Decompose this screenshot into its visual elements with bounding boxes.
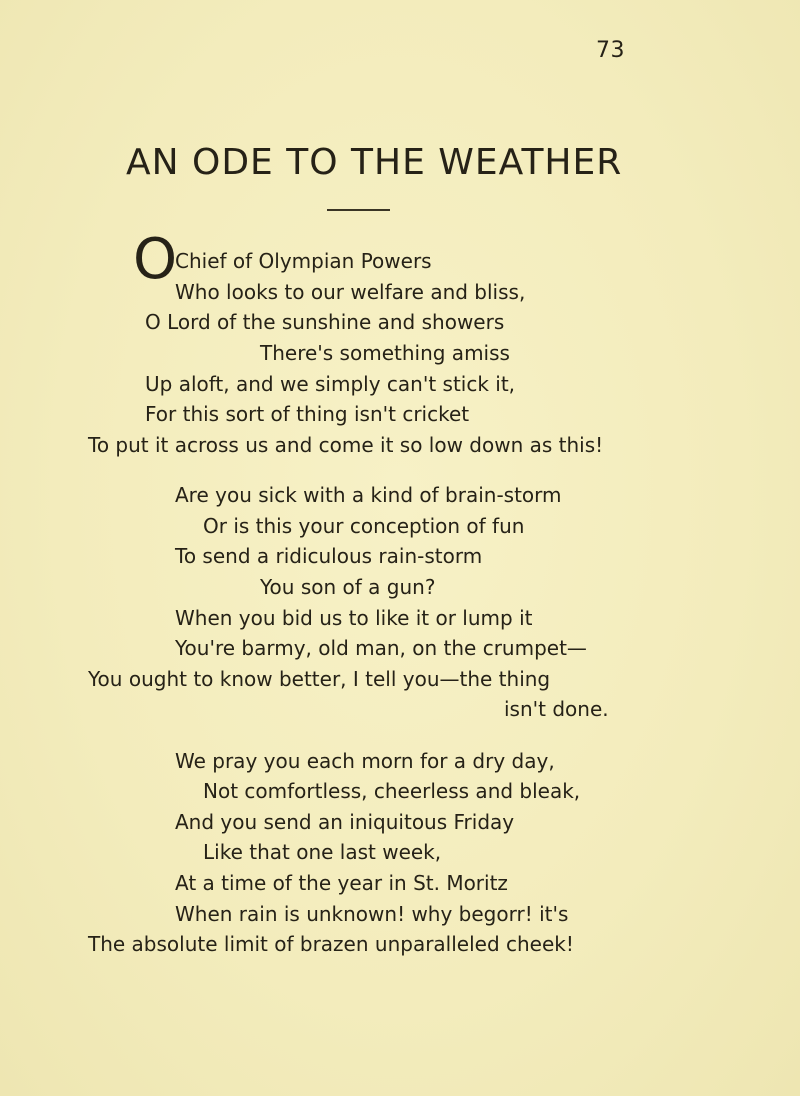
drop-cap: O (133, 227, 178, 292)
poem-line: Not comfortless, cheerless and bleak, (203, 779, 581, 803)
poem-line: Are you sick with a kind of brain-storm (175, 483, 562, 507)
poem-line: The absolute limit of brazen unparalleled cheek! (88, 932, 574, 956)
poem-line: At a time of the year in St. Moritz (175, 871, 508, 895)
poem-line: You're barmy, old man, on the crumpet— (175, 636, 587, 660)
title-divider (327, 209, 390, 211)
page-number: 73 (596, 38, 625, 63)
poem-line: Who looks to our welfare and bliss, (175, 280, 526, 304)
poem-line: You ought to know better, I tell you—the thing (88, 667, 551, 691)
poem-line: Like that one last week, (203, 840, 442, 864)
poem-line: For this sort of thing isn't cricket (145, 402, 470, 426)
poem-line: When rain is unknown! why begorr! it's (175, 902, 569, 926)
poem-line: Or is this your conception of fun (203, 514, 525, 538)
poem-line: Up aloft, and we simply can't stick it, (145, 372, 516, 396)
poem-line: Chief of Olympian Powers (175, 249, 432, 273)
poem-title: AN ODE TO THE WEATHER (126, 142, 623, 183)
poem-line: You son of a gun? (260, 575, 436, 599)
poem-line: We pray you each morn for a dry day, (175, 749, 555, 773)
poem-line: To send a ridiculous rain-storm (175, 544, 483, 568)
poem-line: And you send an iniquitous Friday (175, 810, 515, 834)
poem-line: When you bid us to like it or lump it (175, 606, 533, 630)
poem-line: To put it across us and come it so low down as this! (88, 433, 604, 457)
poem-line: isn't done. (504, 697, 609, 721)
poem-line: O Lord of the sunshine and showers (145, 310, 505, 334)
poem-line: There's something amiss (260, 341, 510, 365)
